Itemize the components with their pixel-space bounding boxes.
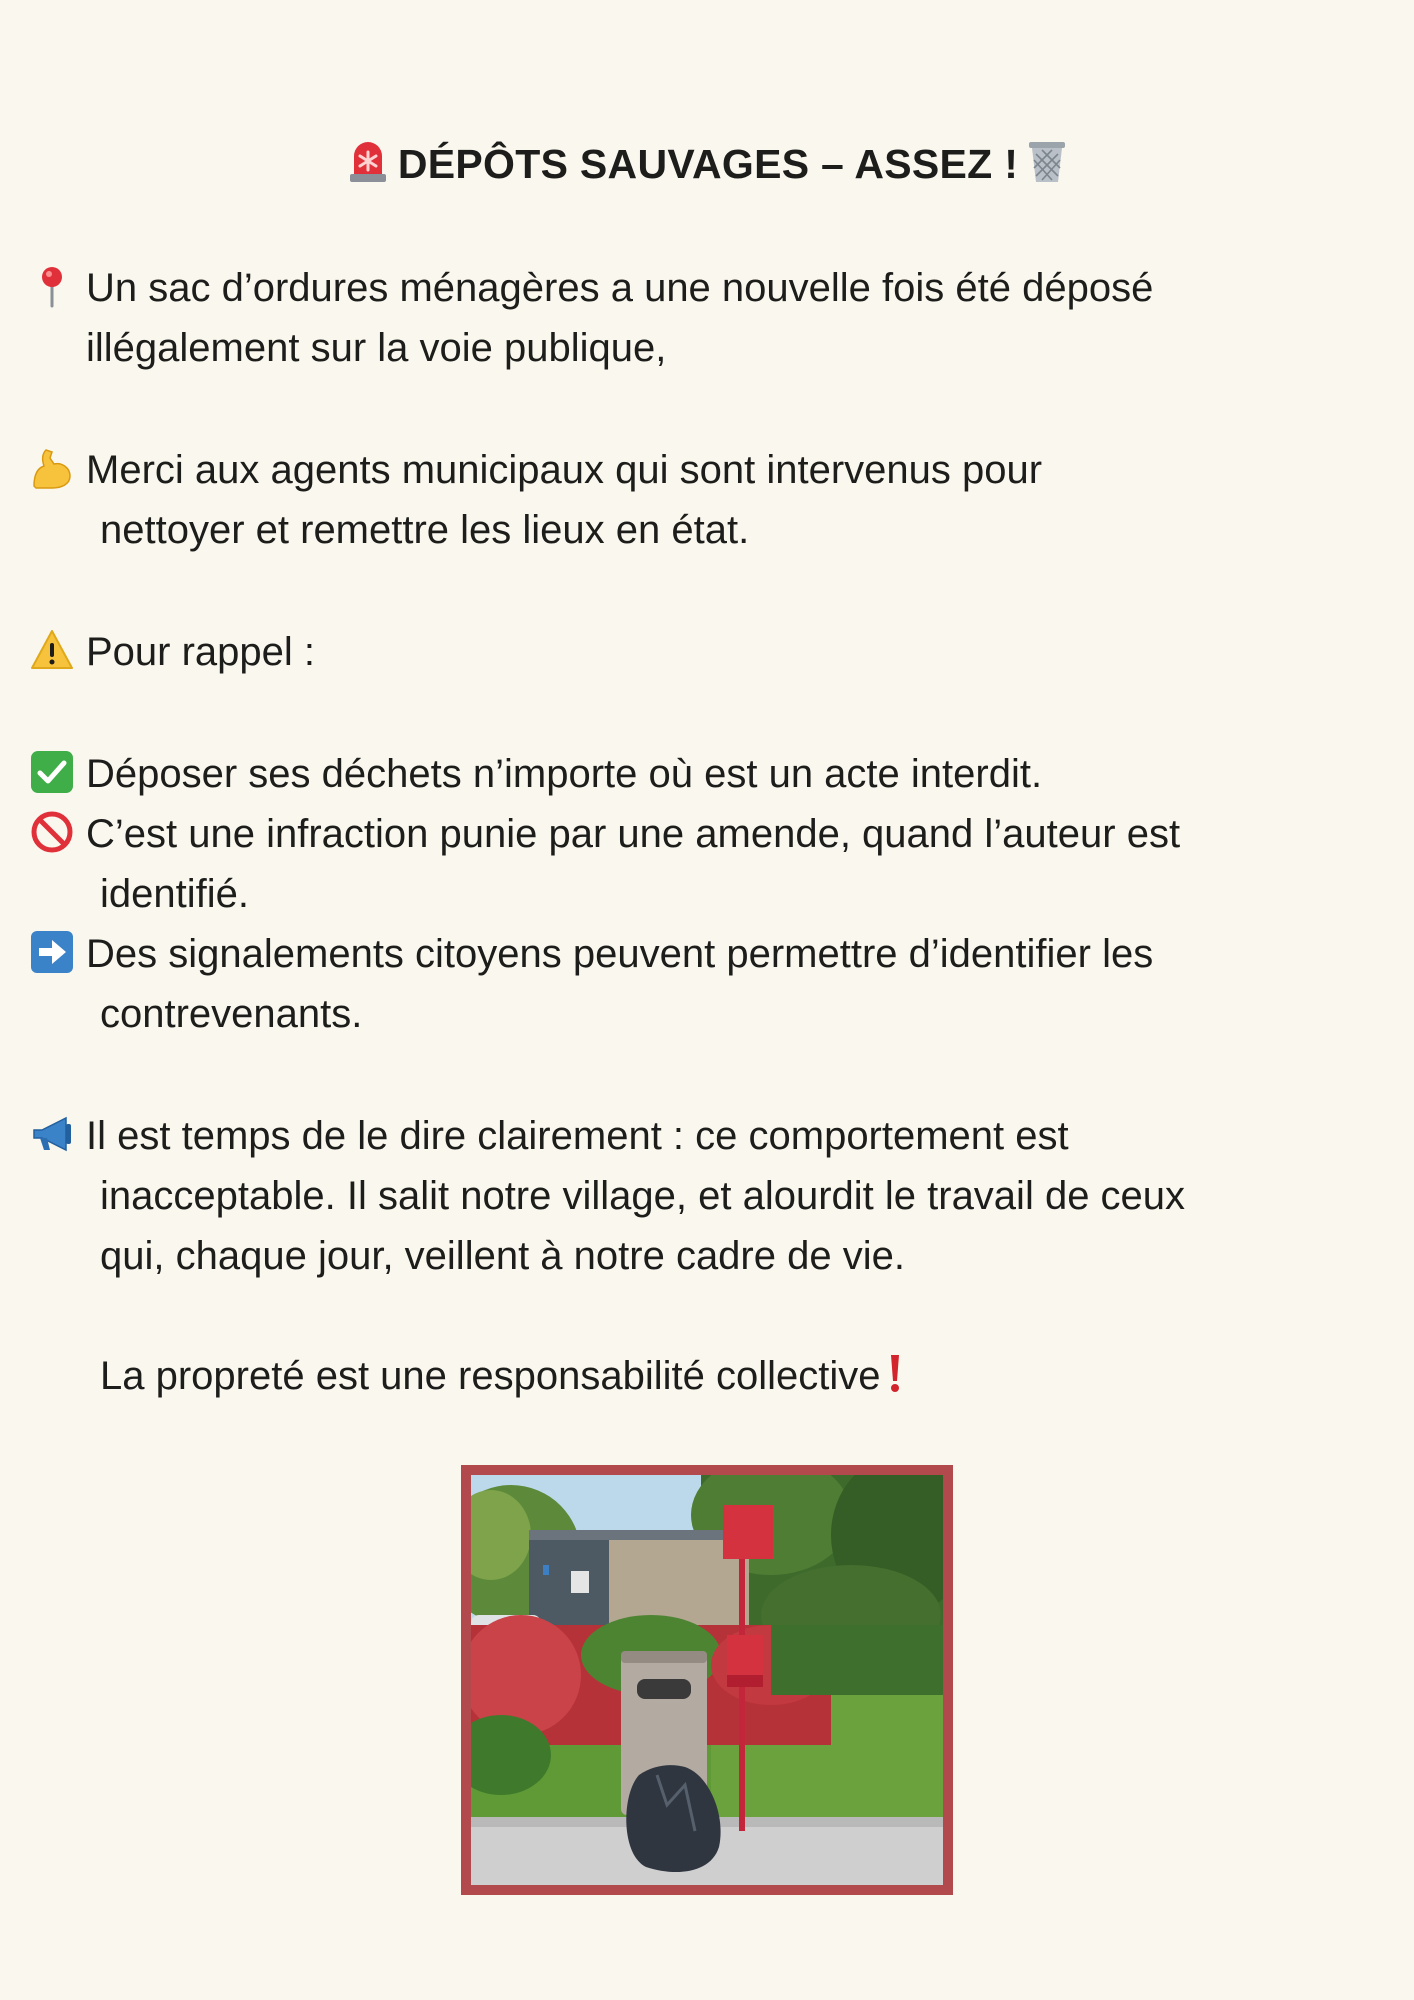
paragraph-6-line-2: contrevenants. <box>100 992 363 1036</box>
paragraph-2-line-2: nettoyer et remettre les lieux en état. <box>100 508 750 552</box>
paragraph-1-line-2: illégalement sur la voie publique, <box>86 326 667 370</box>
megaphone-icon <box>30 1112 74 1156</box>
paragraph-8-text: La propreté est une responsabilité collective <box>100 1354 881 1398</box>
rotating-light-icon <box>346 138 390 184</box>
wastebasket-icon <box>1026 138 1068 184</box>
paragraph-2-line-1: Merci aux agents municipaux qui sont intervenus pour <box>86 448 1043 492</box>
prohibited-icon <box>30 810 74 854</box>
photo-frame <box>461 1465 953 1895</box>
paragraph-8-line-1 <box>100 1346 906 1406</box>
paragraph-7-line-1: Il est temps de le dire clairement : ce comportement est <box>86 1114 1069 1158</box>
paragraph-3-line-1: Pour rappel : <box>86 630 316 674</box>
round-pushpin-icon <box>30 264 74 308</box>
street-photo <box>471 1475 943 1885</box>
paragraph-4-line-1: Déposer ses déchets n’importe où est un acte interdit. <box>86 752 1043 796</box>
paragraph-5-line-1: C’est une infraction punie par une amende, quand l’auteur est <box>86 812 1181 856</box>
page-title-text: DÉPÔTS SAUVAGES – ASSEZ ! <box>397 141 1019 187</box>
paragraph-1-line-1: Un sac d’ordures ménagères a une nouvelle fois été déposé <box>86 266 1154 310</box>
right-arrow-icon <box>30 930 74 974</box>
check-mark-icon <box>30 750 74 794</box>
paragraph-6-line-1: Des signalements citoyens peuvent permettre d’identifier les <box>86 932 1154 976</box>
exclamation-icon <box>884 1351 906 1395</box>
paragraph-7-line-3: qui, chaque jour, veillent à notre cadre de vie. <box>100 1234 905 1278</box>
warning-icon <box>30 628 74 672</box>
paragraph-7-line-2: inacceptable. Il salit notre village, et alourdit le travail de ceux <box>100 1174 1186 1218</box>
paragraph-5-line-2: identifié. <box>100 872 249 916</box>
flexed-biceps-icon <box>30 446 74 490</box>
page-title <box>0 138 1414 188</box>
